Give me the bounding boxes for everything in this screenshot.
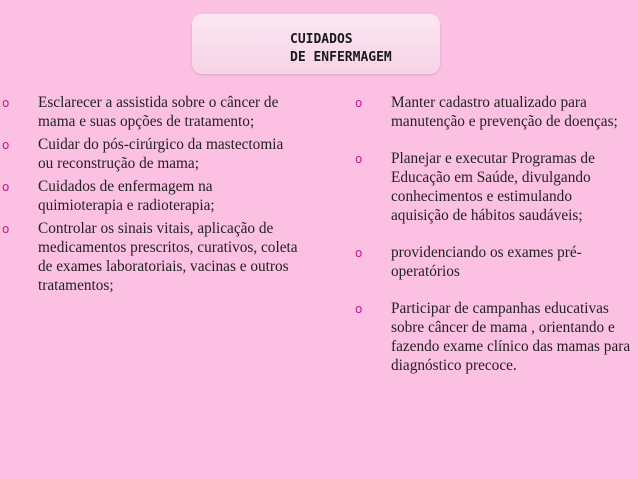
left-bullet-list	[0, 93, 300, 299]
list-item-text: Esclarecer a assistida sobre o câncer de mama e suas opções de tratamento;	[38, 94, 279, 130]
circle-bullet-icon: o	[2, 96, 10, 110]
list-item-text: Cuidar do pós-cirúrgico da mastectomia ou reconstrução de mama;	[38, 136, 284, 172]
circle-bullet-icon: o	[355, 302, 363, 316]
list-item	[353, 149, 633, 225]
list-item	[0, 219, 300, 295]
slide-title	[290, 31, 392, 67]
list-item-text: Planejar e executar Programas de Educação em Saúde, divulgando conhecimentos e estimulando aquisição de hábitos saudáveis;	[391, 150, 595, 224]
circle-bullet-icon: o	[2, 138, 10, 152]
circle-bullet-icon: o	[355, 246, 363, 260]
right-bullet-list	[353, 93, 633, 375]
circle-bullet-icon: o	[2, 222, 10, 236]
circle-bullet-icon: o	[355, 152, 363, 166]
list-item	[353, 299, 633, 375]
list-item	[353, 243, 633, 281]
list-item	[0, 135, 300, 173]
list-item-text: providenciando os exames pré-operatórios	[391, 244, 582, 280]
list-item-text: Cuidados de enfermagem na quimioterapia e radioterapia;	[38, 178, 215, 214]
list-item-text: Controlar os sinais vitais, aplicação de medicamentos prescritos, curativos, coleta de exames laboratoriais, vacinas e outros tratamentos;	[38, 220, 298, 294]
list-item	[0, 93, 300, 131]
title-line-2: DE ENFERMAGEM	[290, 50, 392, 65]
list-item	[0, 177, 300, 215]
circle-bullet-icon: o	[355, 96, 363, 110]
list-item-text: Participar de campanhas educativas sobre câncer de mama , orientando e fazendo exame clínico das mamas para diagnóstico precoce.	[391, 300, 631, 374]
list-item-text: Manter cadastro atualizado para manutenção e prevenção de doenças;	[391, 94, 618, 130]
title-line-1: CUIDADOS	[290, 32, 353, 47]
title-box	[192, 14, 440, 74]
circle-bullet-icon: o	[2, 180, 10, 194]
list-item	[353, 93, 633, 131]
